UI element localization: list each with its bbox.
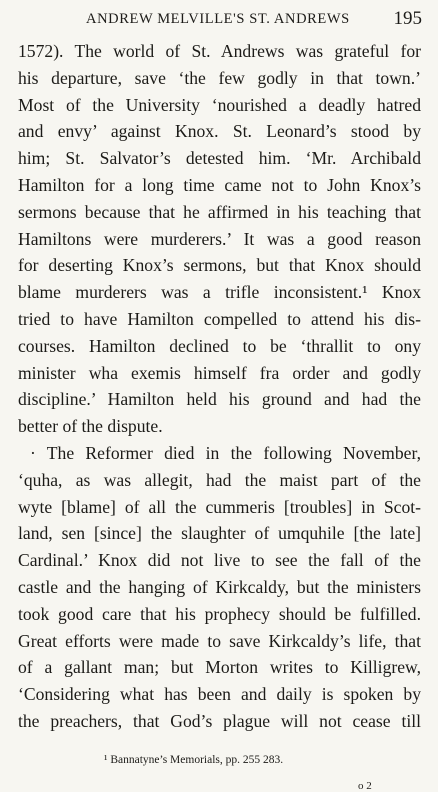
text-line: for deserting Knox’s sermons, but that Knox should — [18, 255, 421, 276]
text-line: the preachers, that God’s plague will not cease till — [18, 710, 421, 731]
running-head-title: ANDREW MELVILLE'S ST. ANDREWS — [86, 11, 350, 27]
text-line: him; St. Salvator’s detested him. ‘Mr. Archibald — [18, 148, 421, 169]
running-head — [86, 8, 422, 30]
text-line: Most of the University ‘nourished a deadly hatred — [18, 94, 421, 115]
page-number: 195 — [393, 8, 422, 29]
text-line: Cardinal.’ Knox did not live to see the fall of the — [18, 550, 421, 571]
text-line: Hamiltons were murderers.’ It was a good reason — [18, 228, 421, 249]
footnote: ¹ Bannatyne’s Memorials, pp. 255 283. — [104, 754, 284, 766]
text-line: took good care that his prophecy should be fulfilled. — [18, 603, 421, 624]
text-line: Great efforts were made to save Kirkcaldy’s life, that — [18, 630, 421, 651]
text-line: tried to have Hamilton compelled to attend his dis- — [18, 308, 421, 329]
text-line: Hamilton for a long time came not to John Knox’s — [18, 174, 421, 195]
text-line: blame murderers was a trifle inconsistent.¹ Knox — [18, 282, 421, 303]
text-line: courses. Hamilton declined to be ‘thrallit to ony — [18, 335, 421, 356]
text-line: sermons because that he affirmed in his teaching that — [18, 201, 421, 222]
text-line: castle and the hanging of Kirkcaldy, but the ministers — [18, 576, 421, 597]
body-text — [18, 38, 421, 735]
text-line: · The Reformer died in the following November, — [30, 442, 421, 463]
text-line: 1572). The world of St. Andrews was grateful for — [18, 41, 421, 61]
text-line: minister wha exemis himself fra order and godly — [18, 362, 421, 383]
text-line: land, sen [since] the slaughter of umquhile [the late] — [18, 523, 421, 544]
signature-mark: o 2 — [358, 780, 372, 792]
text-line: of a gallant man; but Morton writes to Killigrew, — [18, 657, 421, 678]
text-line: ‘Considering what has been and daily is spoken by — [18, 684, 421, 705]
text-line: discipline.’ Hamilton held his ground and had the — [18, 389, 421, 410]
text-line: his departure, save ‘the few godly in that town.’ — [18, 67, 421, 88]
text-line: better of the dispute. — [18, 416, 163, 437]
text-line: ‘quha, as was allegit, had the maist part of the — [18, 469, 421, 490]
text-line: wyte [blame] of all the cummeris [troubles] in Scot- — [18, 496, 421, 517]
text-line: and envy’ against Knox. St. Leonard’s stood by — [18, 121, 421, 142]
